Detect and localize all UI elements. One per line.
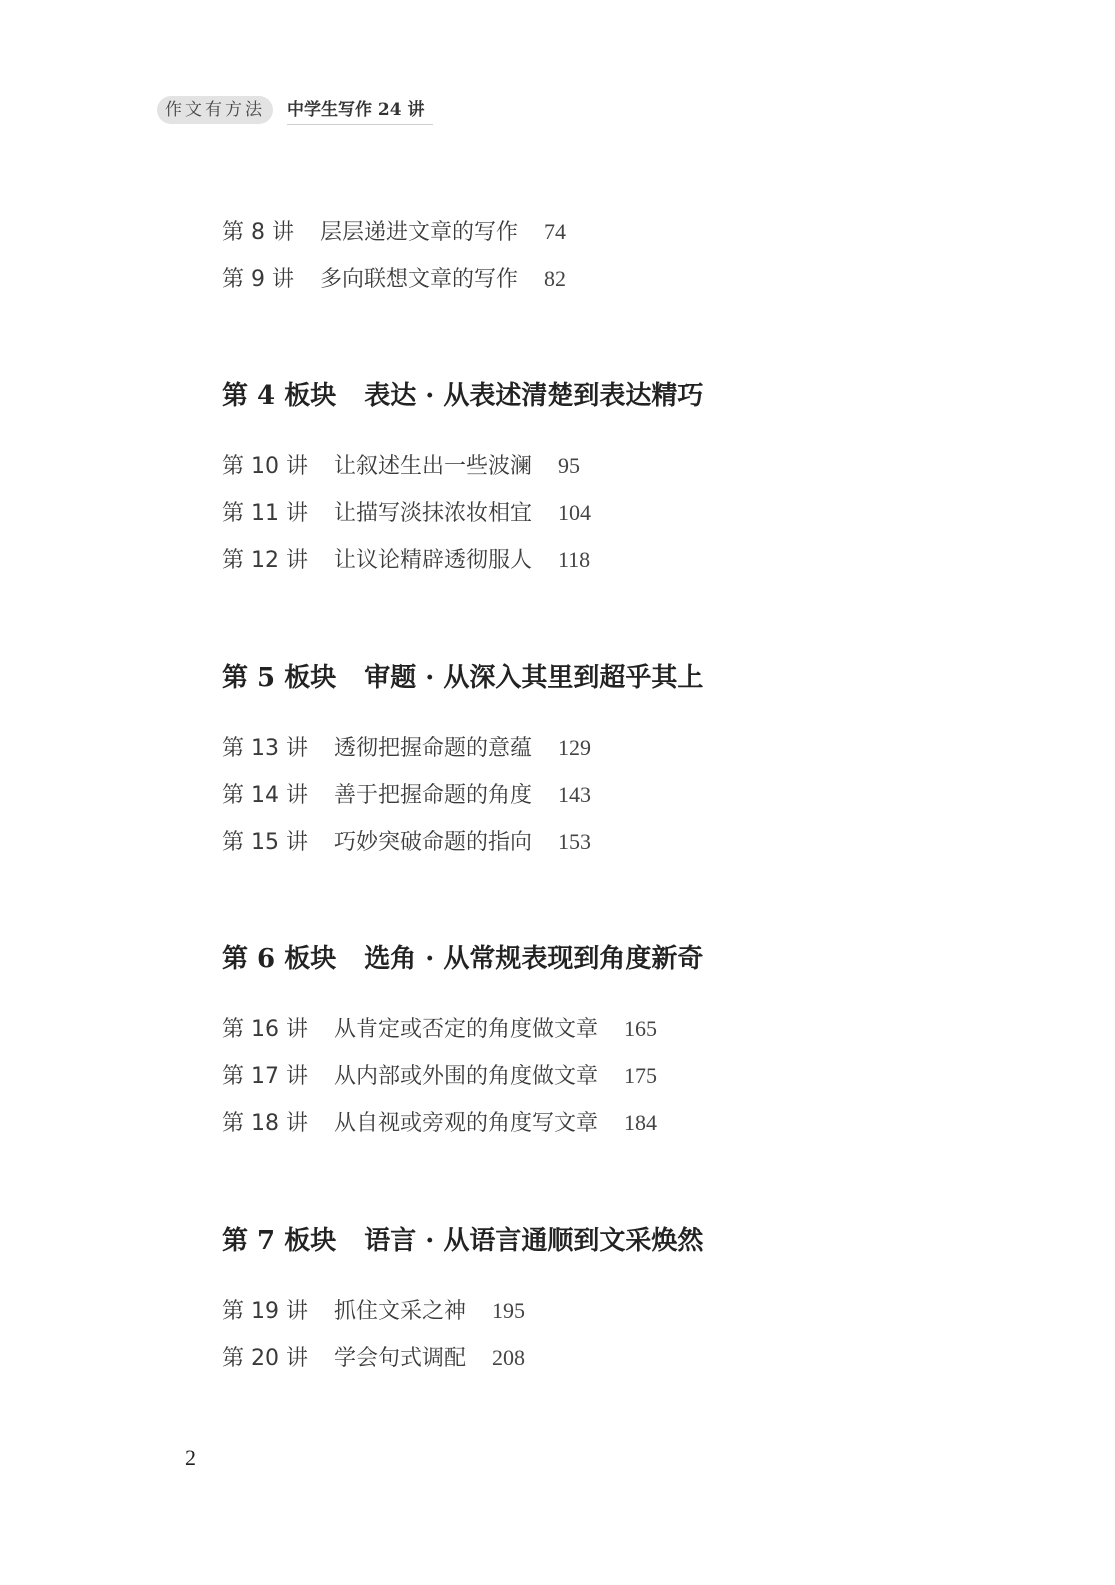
lecture-title: 让议论精辟透彻服人 (333, 548, 532, 573)
section-heading-4 (222, 379, 703, 413)
lecture-title: 透彻把握命题的意蕴 (333, 736, 532, 761)
book-subtitle: 中学生写作 24 讲 (287, 96, 433, 125)
page-number: 118 (558, 547, 591, 572)
toc-entry-15[interactable] (222, 827, 591, 857)
book-title: 作文有方法 (157, 96, 273, 124)
section-title: 语言 · 从语言通顺到文采焕然 (364, 1225, 704, 1256)
page-number: 153 (558, 829, 591, 854)
lecture-title: 学会句式调配 (333, 1346, 466, 1371)
toc-entry-18[interactable] (222, 1108, 657, 1138)
lecture-title: 让描写淡抹浓妆相宜 (333, 501, 532, 526)
lecture-title: 多向联想文章的写作 (319, 267, 518, 292)
lecture-title: 层层递进文章的写作 (319, 220, 518, 245)
section-number: 第 6 板块 (222, 943, 337, 974)
section-heading-7 (222, 1224, 703, 1258)
toc-entry-10[interactable] (222, 451, 580, 481)
lecture-number: 第 18 讲 (222, 1111, 308, 1136)
page-number: 175 (624, 1063, 657, 1088)
lecture-number: 第 17 讲 (222, 1064, 308, 1089)
lecture-title: 从肯定或否定的角度做文章 (333, 1017, 598, 1042)
lecture-number: 第 12 讲 (222, 548, 308, 573)
toc-entry-19[interactable] (222, 1296, 525, 1326)
page-number: 104 (558, 500, 591, 525)
section-number: 第 7 板块 (222, 1225, 337, 1256)
page-number: 184 (624, 1110, 657, 1135)
page-number: 129 (558, 735, 591, 760)
lecture-number: 第 10 讲 (222, 454, 308, 479)
page-number: 165 (624, 1016, 657, 1041)
lecture-number: 第 8 讲 (222, 220, 294, 245)
lecture-title: 抓住文采之神 (333, 1299, 466, 1324)
page-number: 74 (544, 219, 566, 244)
lecture-title: 让叙述生出一些波澜 (333, 454, 532, 479)
section-heading-6 (222, 942, 703, 976)
toc-entry-8[interactable] (222, 217, 566, 247)
running-head (157, 96, 433, 124)
section-heading-5 (222, 661, 703, 695)
lecture-title: 从内部或外围的角度做文章 (333, 1064, 598, 1089)
lecture-title: 从自视或旁观的角度写文章 (333, 1111, 598, 1136)
toc-entry-17[interactable] (222, 1061, 657, 1091)
section-number: 第 4 板块 (222, 380, 337, 411)
lecture-number: 第 13 讲 (222, 736, 308, 761)
lecture-number: 第 19 讲 (222, 1299, 308, 1324)
page-folio: 2 (185, 1445, 196, 1470)
toc-entry-14[interactable] (222, 780, 591, 810)
page-number: 82 (544, 266, 566, 291)
section-title: 审题 · 从深入其里到超乎其上 (364, 662, 704, 693)
toc-entry-12[interactable] (222, 545, 590, 575)
section-number: 第 5 板块 (222, 662, 337, 693)
page-number: 95 (558, 453, 580, 478)
lecture-number: 第 20 讲 (222, 1346, 308, 1371)
lecture-number: 第 16 讲 (222, 1017, 308, 1042)
page-number: 143 (558, 782, 591, 807)
lecture-number: 第 11 讲 (222, 501, 308, 526)
lecture-number: 第 15 讲 (222, 830, 308, 855)
section-title: 表达 · 从表述清楚到表达精巧 (364, 380, 704, 411)
toc-entry-16[interactable] (222, 1014, 657, 1044)
toc-entry-11[interactable] (222, 498, 591, 528)
toc-entry-13[interactable] (222, 733, 591, 763)
lecture-title: 善于把握命题的角度 (333, 783, 532, 808)
page-number: 208 (492, 1345, 525, 1370)
toc-entry-9[interactable] (222, 264, 566, 294)
lecture-number: 第 14 讲 (222, 783, 308, 808)
page-number: 195 (492, 1298, 525, 1323)
toc-entry-20[interactable] (222, 1343, 525, 1373)
lecture-title: 巧妙突破命题的指向 (333, 830, 532, 855)
lecture-number: 第 9 讲 (222, 267, 294, 292)
section-title: 选角 · 从常规表现到角度新奇 (364, 943, 704, 974)
